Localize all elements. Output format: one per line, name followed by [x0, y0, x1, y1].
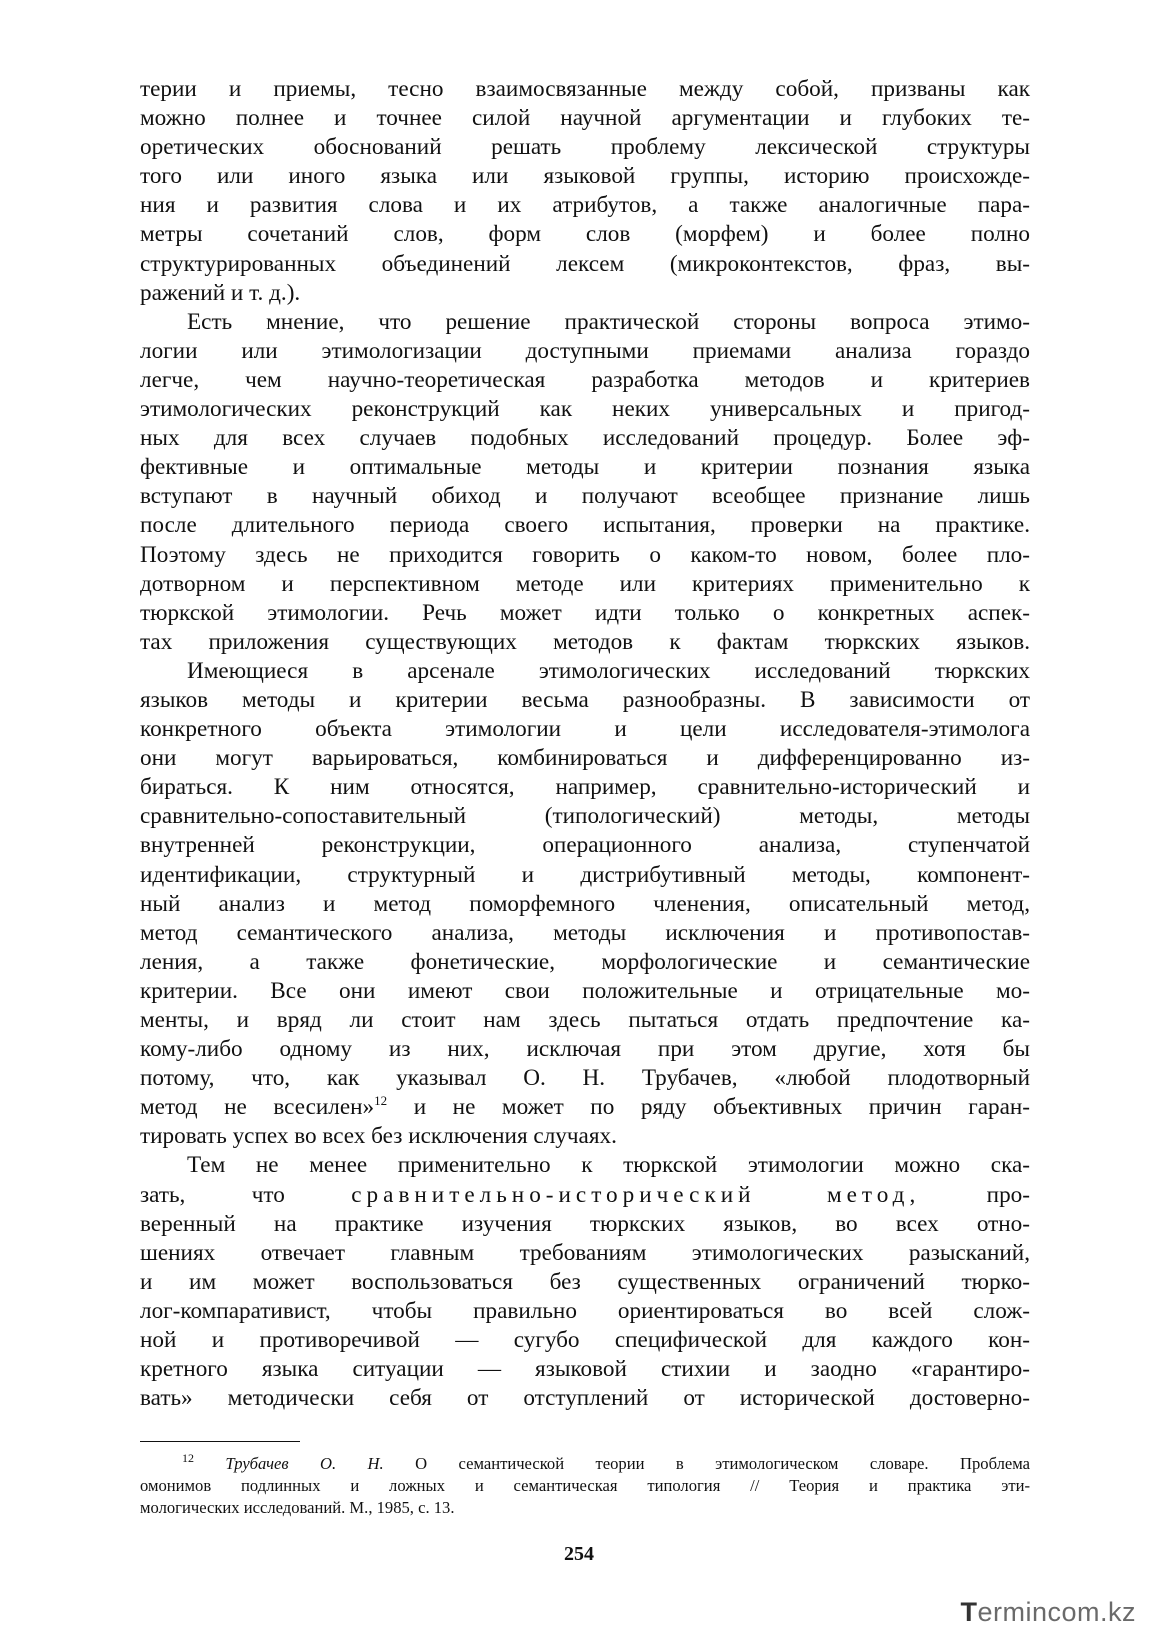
text-line: ный анализ и метод поморфемного членения, описательный метод, — [140, 890, 1030, 917]
text-line-with-footnote-ref — [140, 1093, 1030, 1122]
text-line: ния и развития слова и их атрибутов, а также аналогичные пара- — [140, 192, 1030, 219]
text-line: веренный на практике изучения тюркских языков, во всех отно- — [140, 1210, 1030, 1237]
footnote-divider — [140, 1441, 300, 1442]
text-line: тах приложения существующих методов к фактам тюркских языков. — [140, 628, 1030, 655]
footnote-text: О семантической теории в этимологическом словаре. Проблема — [415, 1454, 1030, 1473]
text-line: языков методы и критерии весьма разнообразны. В зависимости от — [140, 686, 1030, 713]
text-segment: метод не всесилен» — [140, 1094, 375, 1121]
text-line: потому, что, как указывал О. Н. Трубачев, «любой плодотворный — [140, 1065, 1030, 1092]
footnote — [140, 1453, 1030, 1519]
text-line: можно полнее и точнее силой научной аргументации и глубоких те- — [140, 105, 1030, 132]
text-line: и им может воспользоваться без существенных ограничений тюрко- — [140, 1268, 1030, 1295]
text-line: сравнительно-сопоставительный (типологический) методы, методы — [140, 803, 1030, 830]
text-line: кретного языка ситуации — языковой стихии и заодно «гарантиро- — [140, 1356, 1030, 1383]
text-line: логии или этимологизации доступными приемами анализа гораздо — [140, 337, 1030, 364]
text-line: ной и противоречивой — сугубо специфической для каждого кон- — [140, 1327, 1030, 1354]
text-line: оретических обоснований решать проблему лексической структуры — [140, 134, 1030, 161]
text-line: они могут варьироваться, комбинироваться и дифференцированно из- — [140, 745, 1030, 772]
text-line: менты, и вряд ли стоит нам здесь пытаться отдать предпочтение ка- — [140, 1007, 1030, 1033]
text-line-with-emphasis — [140, 1181, 1030, 1210]
text-line: метры сочетаний слов, форм слов (морфем) и более полно — [140, 221, 1030, 248]
footnote-author: Трубачев О. Н. — [225, 1454, 384, 1473]
text-line: терии и приемы, тесно взаимосвязанные между собой, призваны как — [140, 76, 1030, 102]
text-line: ления, а также фонетические, морфологические и семантические — [140, 948, 1030, 975]
text-line: после длительного периода своего испытания, проверки на практике. — [140, 512, 1030, 539]
text-line: Тем не менее применительно к тюркской этимологии можно ска- — [187, 1152, 1030, 1179]
text-line: фективные и оптимальные методы и критерии познания языка — [140, 454, 1030, 481]
text-line: тировать успех во всех без исключения случаях. — [140, 1123, 617, 1150]
text-line: Есть мнение, что решение практической стороны вопроса этимо- — [187, 308, 1030, 335]
text-line: вать» методически себя от отступлений от исторической достоверно- — [140, 1385, 1030, 1412]
text-line: бираться. К ним относятся, например, сравнительно-исторический и — [140, 774, 1030, 801]
text-line: Имеющиеся в арсенале этимологических исследований тюркских — [187, 657, 1030, 684]
text-segment: про- — [986, 1181, 1030, 1208]
text-line: Поэтому здесь не приходится говорить о каком-то новом, более пло- — [140, 541, 1030, 568]
text-line: шениях отвечает главным требованиям этимологических разысканий, — [140, 1239, 1030, 1266]
text-line: идентификации, структурный и дистрибутивный методы, компонент- — [140, 861, 1030, 888]
text-line: дотворном и перспективном методе или критериях применительно к — [140, 570, 1030, 597]
footnote-line: омонимов подлинных и ложных и семантическая типология // Теория и практика эти- — [140, 1476, 1030, 1495]
text-segment: и не может по ряду объективных причин гаран- — [413, 1094, 1031, 1121]
page-body — [140, 75, 1030, 1413]
text-line: вступают в научный обиход и получают всеобщее признание лишь — [140, 483, 1030, 510]
footnote-number: 12 — [182, 1451, 194, 1465]
text-segment: зать, что — [140, 1181, 285, 1208]
text-line: легче, чем научно-теоретическая разработка методов и критериев — [140, 366, 1030, 393]
text-line: критерии. Все они имеют свои положительные и отрицательные мо- — [140, 977, 1030, 1004]
text-line: того или иного языка или языковой группы, историю происхожде- — [140, 163, 1030, 190]
text-line: ных для всех случаев подобных исследований процедур. Более эф- — [140, 425, 1030, 452]
text-line: этимологических реконструкций как неких универсальных и пригод- — [140, 396, 1030, 423]
text-line: лог-компаративист, чтобы правильно ориентироваться во всей слож- — [140, 1297, 1030, 1324]
footnote-line: мологических исследований. М., 1985, с. 13. — [140, 1498, 455, 1517]
text-line: кому-либо одному из них, исключая при этом другие, хотя бы — [140, 1036, 1030, 1063]
emphasized-term: сравнительно-исторический метод, — [351, 1181, 921, 1208]
text-line: метод семантического анализа, методы исключения и противопостав- — [140, 919, 1030, 946]
text-line: структурированных объединений лексем (микроконтекстов, фраз, вы- — [140, 250, 1030, 277]
text-line: конкретного объекта этимологии и цели исследователя-этимолога — [140, 716, 1030, 743]
text-line: внутренней реконструкции, операционного анализа, ступенчатой — [140, 832, 1030, 859]
text-line: тюркской этимологии. Речь может идти только о конкретных аспек- — [140, 599, 1030, 626]
watermark-logo: Termincom.kz — [960, 1597, 1136, 1627]
footnote-reference: 12 — [374, 1093, 388, 1109]
footnote-line — [140, 1453, 1030, 1475]
text-line: ражений и т. д.). — [140, 279, 301, 306]
page-number: 254 — [564, 1543, 594, 1565]
